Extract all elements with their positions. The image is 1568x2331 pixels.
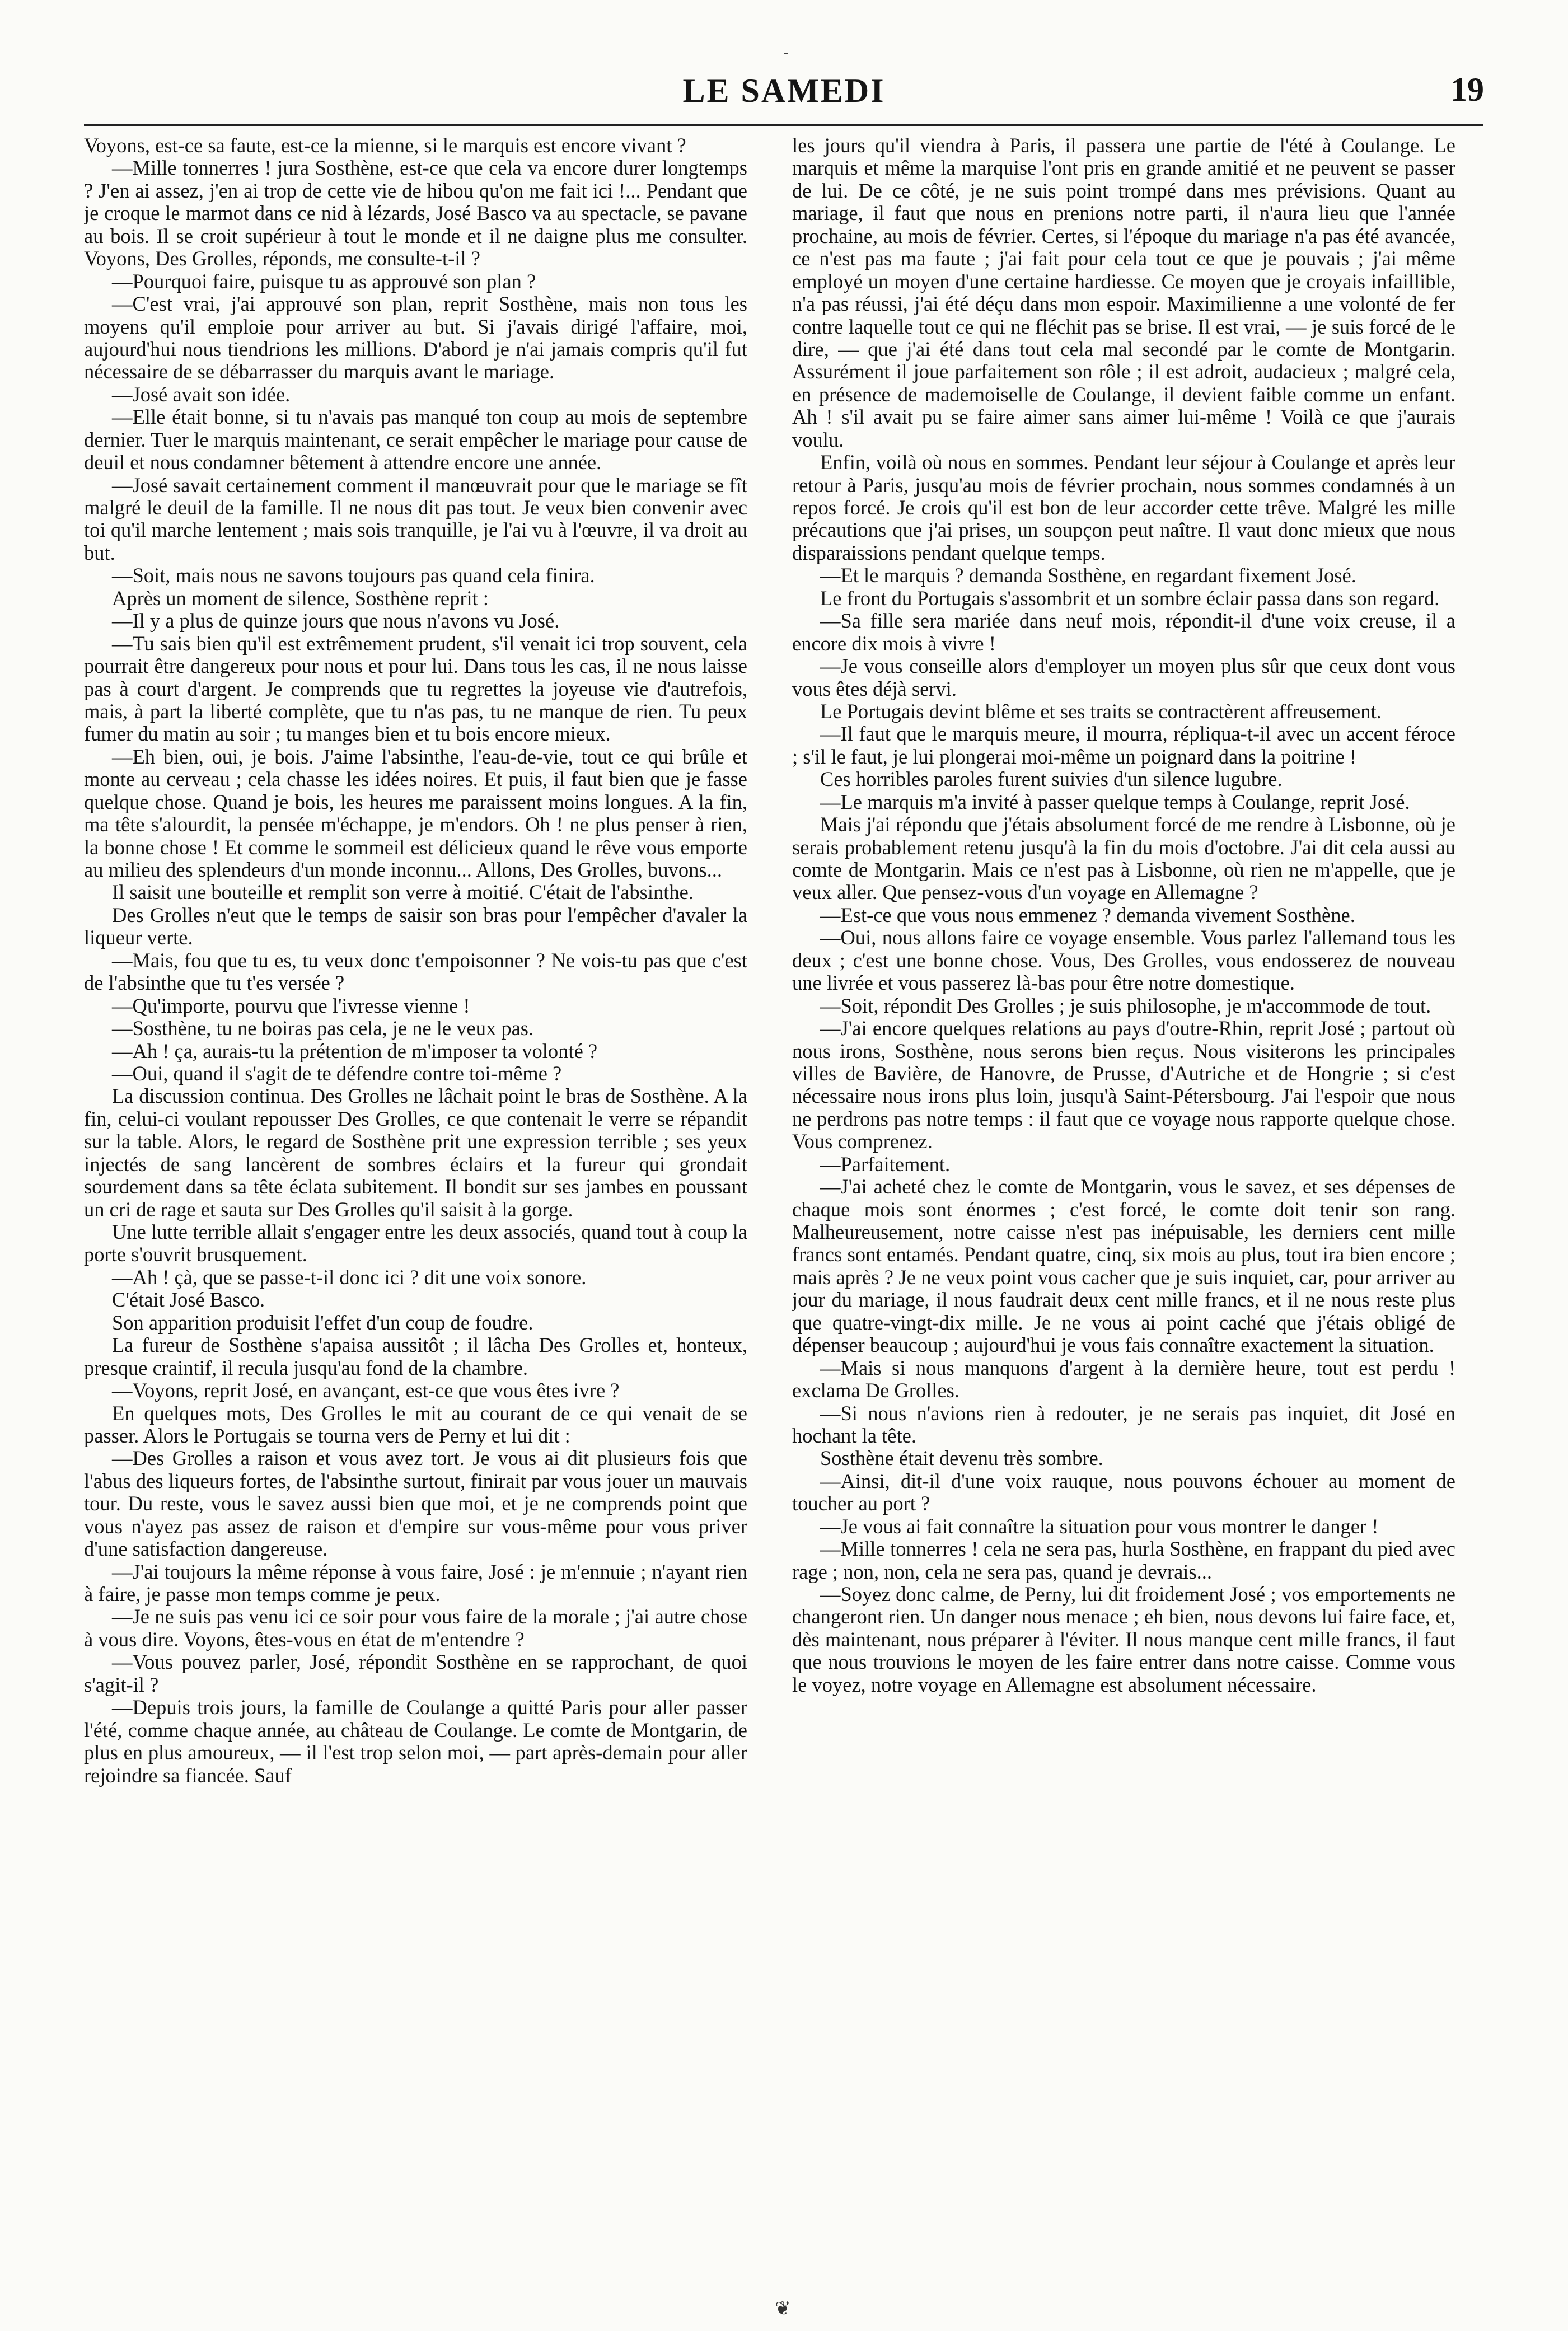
paragraph: —Elle était bonne, si tu n'avais pas manqué ton coup au mois de septembre dernier. Tuer le marquis maintenant, ce serait empêcher le mariage pour cause de deuil et nous condamner bêtement à attendre encore une année. xyxy=(84,405,747,474)
paragraph: —Eh bien, oui, je bois. J'aime l'absinthe, l'eau-de-vie, tout ce qui brûle et monte au cerveau ; cela chasse les idées noires. Et puis, il faut bien que je fasse quelque chose. Quand je bois, les heures me paraissent moins longues. A la fin, ma tête s'alourdit, la pensée m'échappe, je m'endors. Oh ! ne plus penser à rien, la bonne chose ! Et comme le sommeil est délicieux quand le rêve vous emporte au milieu des splendeurs d'un monde inconnu... Allons, Des Grolles, buvons... xyxy=(84,745,747,881)
paragraph: Le front du Portugais s'assombrit et un sombre éclair passa dans son regard. xyxy=(820,586,1440,610)
right-column xyxy=(792,134,1455,2290)
paragraph: —Et le marquis ? demanda Sosthène, en regardant fixement José. xyxy=(820,564,1356,587)
paragraph: —Soit, répondit Des Grolles ; je suis philosophe, je m'accommode de tout. xyxy=(820,994,1431,1017)
paragraph: —Je ne suis pas venu ici ce soir pour vous faire de la morale ; j'ai autre chose à vous dire. Voyons, êtes-vous en état de m'entendre ? xyxy=(84,1605,747,1651)
paragraph: —Sosthène, tu ne boiras pas cela, je ne le veux pas. xyxy=(112,1017,534,1040)
paragraph: Ces horribles paroles furent suivies d'un silence lugubre. xyxy=(820,767,1283,791)
paragraph: —Oui, quand il s'agit de te défendre contre toi-même ? xyxy=(112,1061,562,1085)
paragraph: En quelques mots, Des Grolles le mit au courant de ce qui venait de se passer. Alors le Portugais se tourna vers de Perny et lui dit : xyxy=(84,1401,747,1447)
paragraph: —Voyons, reprit José, en avançant, est-ce que vous êtes ivre ? xyxy=(112,1379,620,1402)
paragraph: —J'ai encore quelques relations au pays d'outre-Rhin, reprit José ; partout où nous irons, Sosthène, nous serons bien reçus. Nous visiterons les principales villes de Bavière, de Hanovre, de Prusse, d'Autriche et de Hongrie ; si c'est nécessaire nous irons plus loin, jusqu'à Saint-Pétersbourg. J'ai l'espoir que nous ne perdrons pas notre temps : il faut que ce voyage nous rapporte quelque chose. Vous comprenez. xyxy=(792,1017,1455,1153)
paragraph: Mais j'ai répondu que j'étais absolument forcé de me rendre à Lisbonne, où je serais probablement retenu jusqu'à la fin du mois d'octobre. J'ai dit cela aussi au comte de Montgarin. Mais ce n'est pas à Lisbonne, où rien ne m'appelle, que je veux aller. Que pensez-vous d'un voyage en Allemagne ? xyxy=(792,813,1455,904)
paragraph: —Tu sais bien qu'il est extrêmement prudent, s'il venait ici trop souvent, cela pourrait être dangereux pour nous et pour lui. Dans tous les cas, il ne nous laisse pas à court d'argent. Je comprends que tu regrettes la joyeuse vie d'autrefois, mais, à part la liberté complète, que tu n'as pas, tu ne manque de rien. Tu peux fumer du matin au soir ; tu manges bien et tu bois encore mieux. xyxy=(84,631,747,746)
paragraph: —J'ai toujours la même réponse à vous faire, José : je m'ennuie ; n'ayant rien à faire, je passe mon temps comme je peux. xyxy=(84,1560,747,1606)
paragraph: —Mille tonnerres ! jura Sosthène, est-ce que cela va encore durer longtemps ? J'en ai assez, j'en ai trop de cette vie de hibou qu'on me fait ici !... Pendant que je croque le marmot dans ce nid à lézards, José Basco va au spectacle, se pavane au bois. Il se croit supérieur à tout le monde et il ne daigne plus me consulter. Voyons, Des Grolles, réponds, me consulte-t-il ? xyxy=(84,156,747,270)
paragraph: —Je vous ai fait connaître la situation pour vous montrer le danger ! xyxy=(820,1514,1379,1538)
paragraph: les jours qu'il viendra à Paris, il passera une partie de l'été à Coulange. Le marquis et même la marquise l'ont pris en grande amitié et ne peuvent se passer de lui. De ce côté, je ne suis point trompé dans mes prévisions. Quant au mariage, il faut que nous en prenions notre parti, il n'aura lieu que l'année prochaine, au mois de février. Certes, si l'époque du mariage n'a pas été avancée, ce n'est pas ma faute ; j'ai fait pour cela tout ce que je pouvais ; j'ai même employé un moyen d'une certaine hardiesse. Ce moyen que je croyais infaillible, n'a pas réussi, j'ai été déçu dans mon espoir. Maximilienne a une volonté de fer contre laquelle tout ce qui ne fléchit pas se brise. Il est vrai, — je suis forcé de le dire, — que j'ai été dans tout cela mal secondé par le comte de Montgarin. Assurément il joue parfaitement son rôle ; il est adroit, audacieux ; malgré cela, en présence de mademoiselle de Coulange, il devient faible comme un enfant. Ah ! s'il avait pu se faire aimer sans aimer lui-même ! Voilà ce que j'aurais voulu. xyxy=(792,134,1455,451)
paragraph: Son apparition produisit l'effet d'un coup de foudre. xyxy=(112,1310,533,1334)
paragraph: —José savait certainement comment il manœuvrait pour que le mariage se fît malgré le deuil de la famille. Il ne nous dit pas tout. Je veux bien convenir avec toi qu'il marche lentement ; mais sois tranquille, je l'ai vu à l'œuvre, il va droit au but. xyxy=(84,473,747,564)
paragraph: —Mille tonnerres ! cela ne sera pas, hurla Sosthène, en frappant du pied avec rage ; non, non, cela ne sera pas, quand je devrais... xyxy=(792,1537,1455,1583)
paragraph: —Est-ce que vous nous emmenez ? demanda vivement Sosthène. xyxy=(820,903,1355,926)
paragraph: La fureur de Sosthène s'apaisa aussitôt ; il lâcha Des Grolles et, honteux, presque craintif, il recula jusqu'au fond de la chambre. xyxy=(84,1333,747,1379)
paragraph: —Je vous conseille alors d'employer un moyen plus sûr que ceux dont vous vous êtes déjà servi. xyxy=(792,654,1455,700)
paragraph: —Il y a plus de quinze jours que nous n'avons vu José. xyxy=(112,609,560,633)
paragraph: La discussion continua. Des Grolles ne lâchait point le bras de Sosthène. A la fin, celui-ci voulant repousser Des Grolles, ce que contenait le verre se répandit sur la table. Alors, le regard de Sosthène prit une expression terrible ; ses yeux injectés de sang lancèrent de sombres éclairs et la fureur qui grondait sourdement dans sa tête éclata subitement. Il bondit sur ses jambes en poussant un cri de rage et sauta sur Des Grolles qu'il saisit à la gorge. xyxy=(84,1084,747,1221)
paragraph: —Ah ! çà, que se passe-t-il donc ici ? dit une voix sonore. xyxy=(112,1265,587,1289)
paragraph: —Depuis trois jours, la famille de Coulange a quitté Paris pour aller passer l'été, comme chaque année, au château de Coulange. Le comte de Montgarin, de plus en plus amoureux, — il l'est trop selon moi, — part après-demain pour aller rejoindre sa fiancée. Sauf xyxy=(84,1696,747,1787)
paragraph: —Oui, nous allons faire ce voyage ensemble. Vous parlez l'allemand tous les deux ; c'est une bonne chose. Vous, Des Grolles, vous endosserez de nouveau une livrée et vous passerez là-bas pour être notre domestique. xyxy=(792,926,1455,995)
paragraph: —Soyez donc calme, de Perny, lui dit froidement José ; vos emportements ne changeront rien. Un danger nous menace ; eh bien, nous devons lui faire face, et, dès maintenant, nous préparer à l'éviter. Il nous manque cent mille francs, il faut que nous trouvions le moyen de les faire entrer dans notre caisse. Comme vous le voyez, notre voyage en Allemagne est absolument nécessaire. xyxy=(792,1583,1455,1696)
paragraph: Enfin, voilà où nous en sommes. Pendant leur séjour à Coulange et après leur retour à Paris, jusqu'au mois de février prochain, nous sommes condamnés à un repos forcé. Je crois qu'il est bon de leur accorder cette trêve. Malgré les mille précautions que j'ai prises, un soupçon peut naître. Il vaut donc mieux que nous disparaissions pendant quelque temps. xyxy=(792,451,1455,564)
paragraph: Sosthène était devenu très sombre. xyxy=(820,1447,1103,1470)
paragraph: Il saisit une bouteille et remplit son verre à moitié. C'était de l'absinthe. xyxy=(112,881,694,904)
paragraph: —Parfaitement. xyxy=(820,1152,951,1176)
paragraph: —Ah ! ça, aurais-tu la prétention de m'imposer ta volonté ? xyxy=(112,1039,598,1062)
paragraph: —Si nous n'avions rien à redouter, je ne serais pas inquiet, dit José en hochant la tête. xyxy=(792,1401,1455,1447)
page-number: 19 xyxy=(1450,71,1484,108)
paragraph: Des Grolles n'eut que le temps de saisir son bras pour l'empêcher d'avaler la liqueur verte. xyxy=(84,903,747,949)
paragraph: —Soit, mais nous ne savons toujours pas quand cela finira. xyxy=(112,564,595,587)
paragraph: Après un moment de silence, Sosthène reprit : xyxy=(112,586,489,610)
paragraph: —Ainsi, dit-il d'une voix rauque, nous pouvons échouer au moment de toucher au port ? xyxy=(792,1469,1455,1515)
paragraph: —Des Grolles a raison et vous avez tort. Je vous ai dit plusieurs fois que l'abus des liqueurs fortes, de l'absinthe surtout, finirait par vous jouer un mauvais tour. Du reste, vous le savez aussi bien que moi, et je ne comprends point que vous n'ayez pas assez de raison et d'empire sur vous-même pour vous priver d'une satisfaction dangereuse. xyxy=(84,1447,747,1561)
paragraph: —José avait son idée. xyxy=(112,382,291,406)
paragraph: —Mais si nous manquons d'argent à la dernière heure, tout est perdu ! exclama De Grolles. xyxy=(792,1356,1455,1402)
header-rule xyxy=(84,124,1483,126)
paragraph: —Qu'importe, pourvu que l'ivresse vienne ! xyxy=(112,994,470,1017)
paragraph: —J'ai acheté chez le comte de Montgarin, vous le savez, et ses dépenses de chaque mois sont énormes ; c'est forcé, le comte doit tenir son rang. Malheureusement, notre caisse n'est pas inépuisable, les derniers cent mille francs sont entamés. Pendant quatre, cinq, six mois au plus, tout ira bien encore ; mais après ? Je ne veux point vous cacher que je suis inquiet, car, pour arriver au jour du mariage, il nous faudrait deux cent mille francs, et il ne nous reste plus que quatre-vingt-dix mille. Je ne vous ai point caché que j'étais obligé de dépenser beaucoup ; aujourd'hui je vous fais connaître exactement la situation. xyxy=(792,1175,1455,1357)
paragraph: —Mais, fou que tu es, tu veux donc t'empoisonner ? Ne vois-tu pas que c'est de l'absinthe que tu t'es versée ? xyxy=(84,948,747,995)
top-mark: - xyxy=(784,46,788,60)
paragraph: —Vous pouvez parler, José, répondit Sosthène en se rapprochant, de quoi s'agit-il ? xyxy=(84,1650,747,1696)
paragraph: —C'est vrai, j'ai approuvé son plan, reprit Sosthène, mais non tous les moyens qu'il emploie pour arriver au but. Si j'avais dirigé l'affaire, moi, aujourd'hui nous tiendrions les millions. D'abord je n'ai jamais compris qu'il fut nécessaire de se débarrasser du marquis avant le mariage. xyxy=(84,292,747,383)
paragraph: C'était José Basco. xyxy=(112,1288,265,1312)
paragraph: —Le marquis m'a invité à passer quelque temps à Coulange, reprit José. xyxy=(820,790,1410,813)
paragraph: —Il faut que le marquis meure, il mourra, répliqua-t-il avec un accent féroce ; s'il le faut, je lui plongerai moi-même un poignard dans la poitrine ! xyxy=(792,722,1455,768)
paragraph: —Sa fille sera mariée dans neuf mois, répondit-il d'une voix creuse, il a encore dix mois à vivre ! xyxy=(792,609,1455,655)
footer-ornament: ❦ xyxy=(775,2299,791,2319)
page-title: LE SAMEDI xyxy=(682,72,886,109)
paragraph: —Pourquoi faire, puisque tu as approuvé son plan ? xyxy=(112,269,536,293)
paragraph: Une lutte terrible allait s'engager entre les deux associés, quand tout à coup la porte s'ouvrit brusquement. xyxy=(84,1220,747,1266)
paragraph: Le Portugais devint blême et ses traits se contractèrent affreusement. xyxy=(820,699,1382,723)
paragraph: Voyons, est-ce sa faute, est-ce la mienne, si le marquis est encore vivant ? xyxy=(84,134,686,157)
left-column xyxy=(84,134,747,2290)
